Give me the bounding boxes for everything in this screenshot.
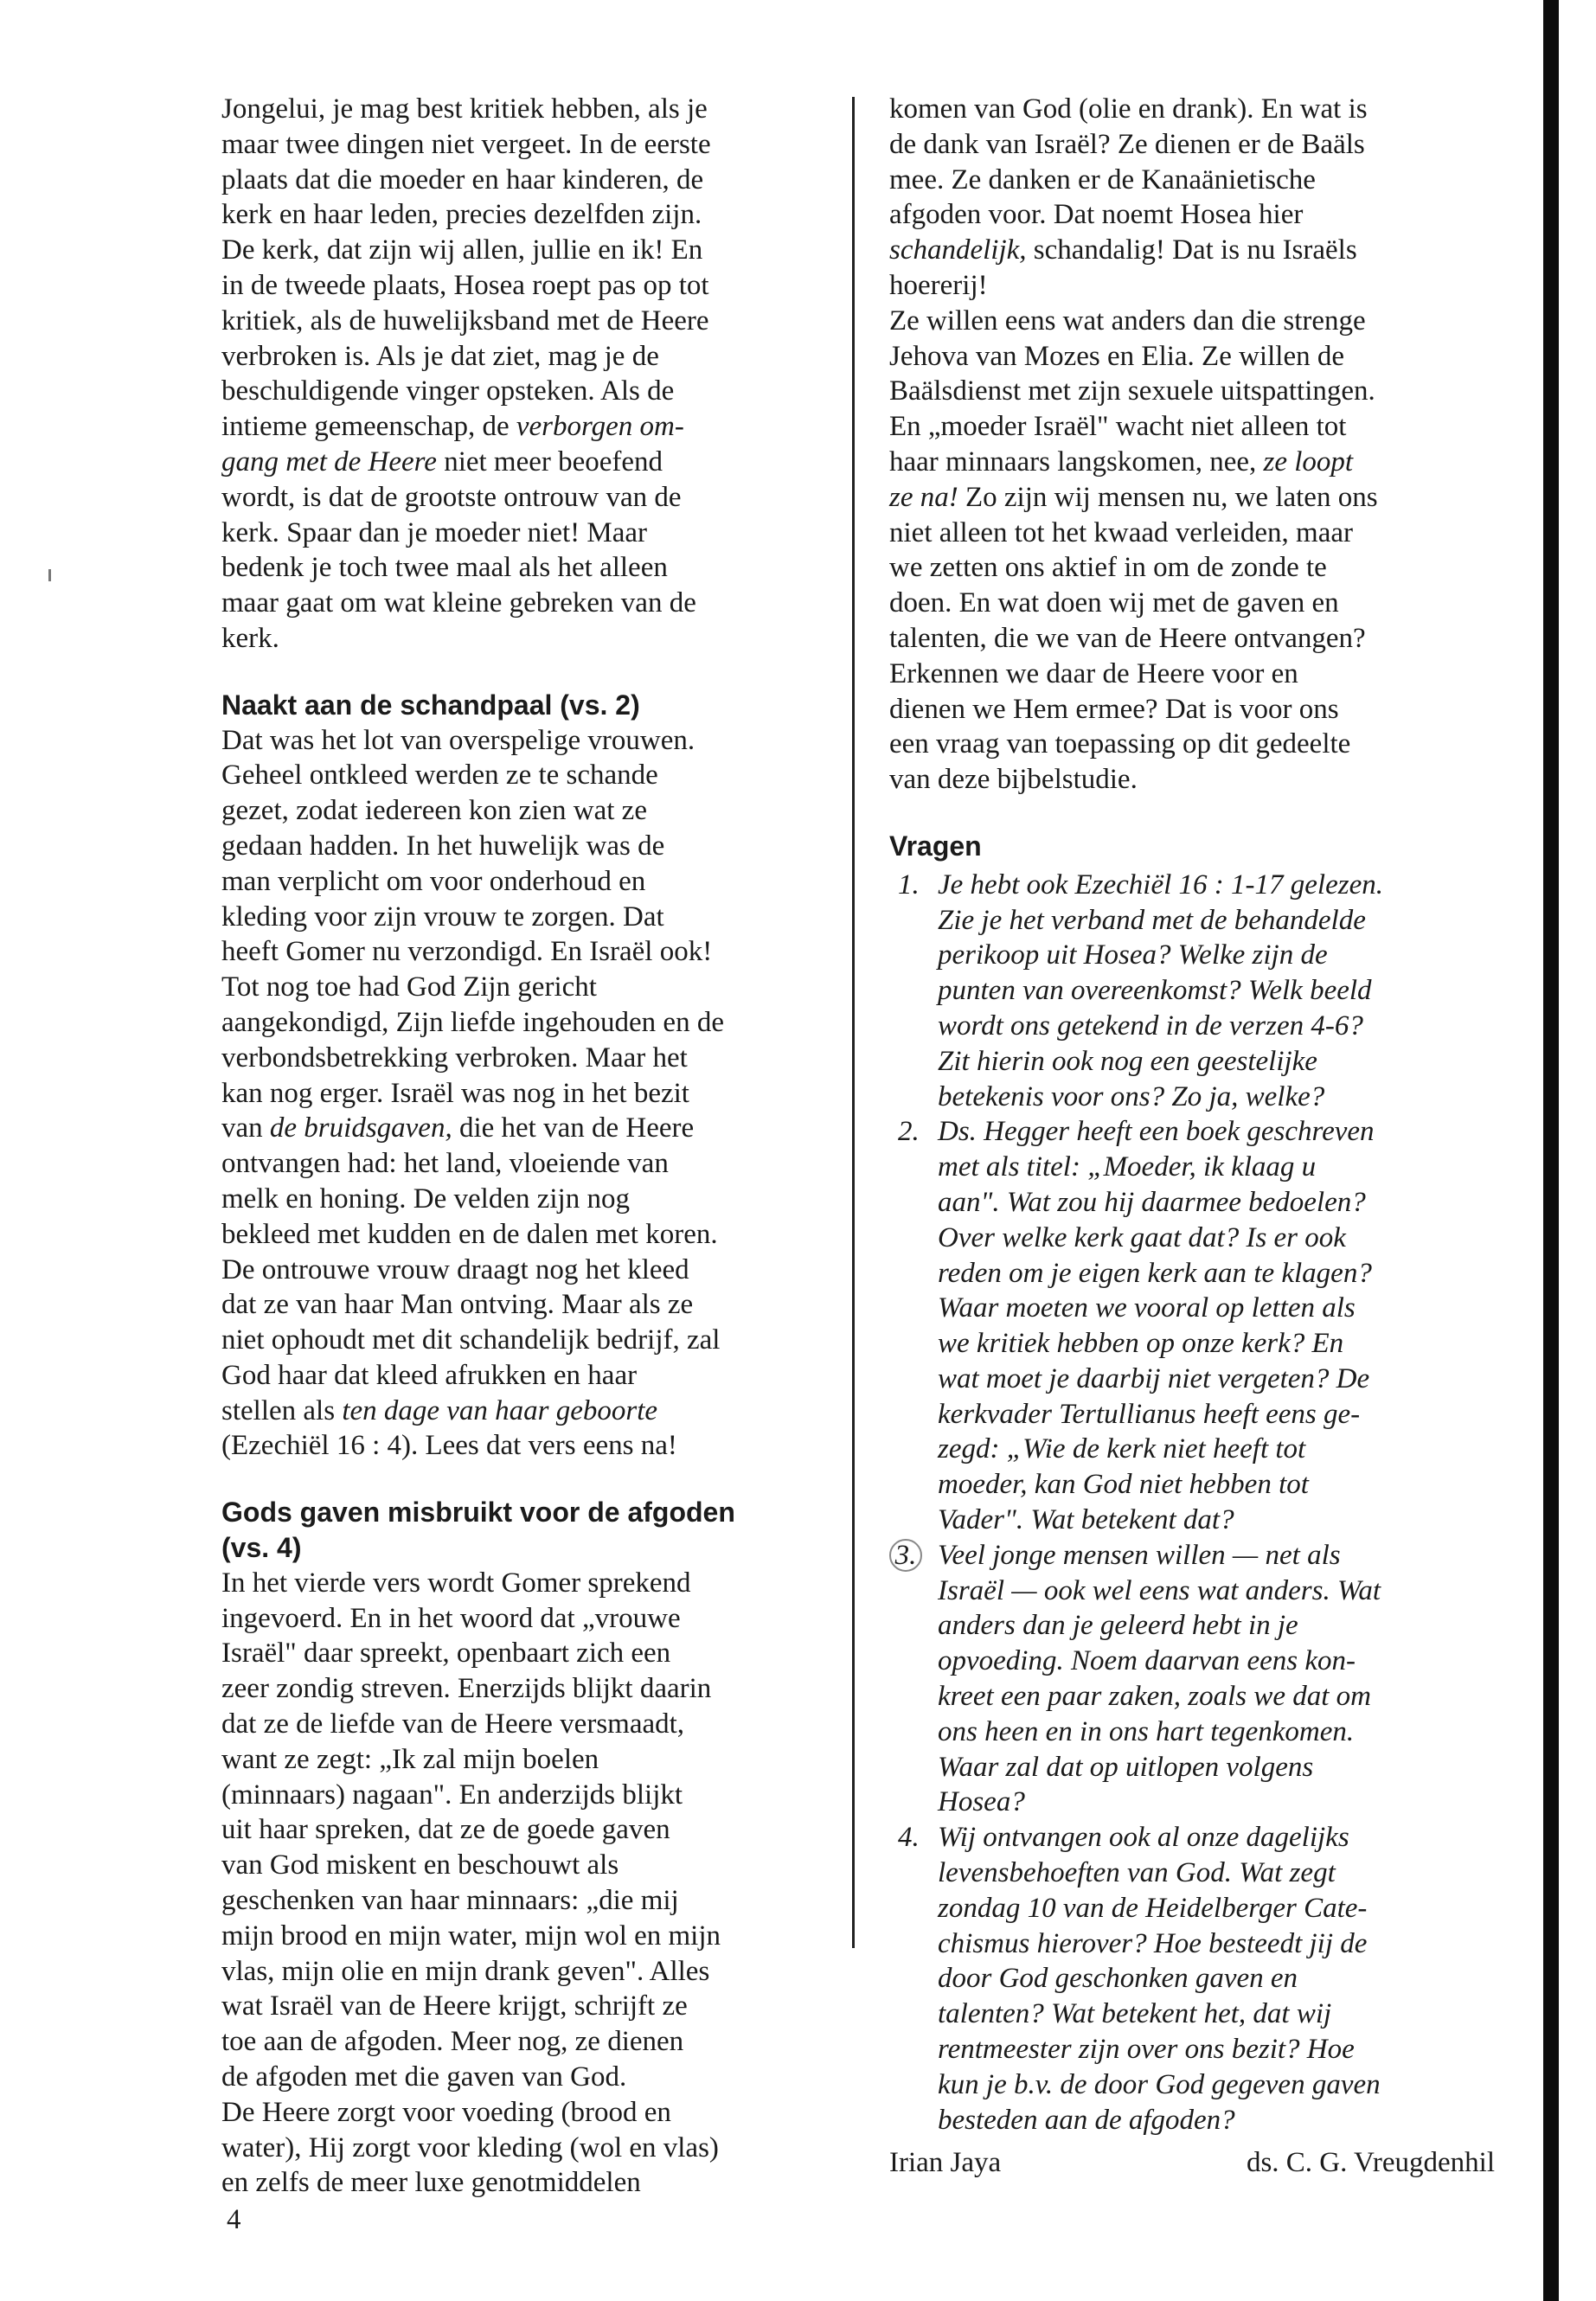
text-line: kerk. Spaar dan je moeder niet! Maar [221, 516, 648, 548]
text-line: Ds. Hegger heeft een boek geschreven [938, 1116, 1375, 1148]
text-line: moeder, kan God niet hebben tot [938, 1469, 1309, 1501]
text-line: aangekondigd, Zijn liefde ingehouden en de [221, 1006, 724, 1038]
text-line: wordt, is dat de grootste ontrouw van de [221, 481, 682, 513]
text-line: Erkennen we daar de Heere voor en [889, 657, 1298, 689]
text-line: ingevoerd. En in het woord dat „vrouwe [221, 1602, 681, 1634]
text-line: reden om je eigen kerk aan te klagen? [938, 1257, 1372, 1289]
text-line: kerk. [221, 622, 279, 654]
section-heading-vragen: Vragen [889, 830, 982, 862]
signature-place: Irian Jaya [889, 2147, 1002, 2178]
text-line: van deze bijbelstudie. [889, 764, 1138, 796]
spacer [221, 1464, 844, 1495]
text-line: uit haar spreken, dat ze de goede gaven [221, 1814, 670, 1846]
text-line: verbondsbetrekking verbroken. Maar het [221, 1042, 688, 1074]
text-line: hoererij! [889, 269, 988, 301]
signature-author: ds. C. G. Vreugdenhil [1246, 2147, 1495, 2178]
spacer [889, 798, 1495, 829]
question-2 [889, 1114, 1495, 1538]
text-line: Vader". Wat betekent dat? [938, 1504, 1234, 1536]
text-line [221, 1394, 844, 1429]
text-line: dat ze de liefde van de Heere versmaadt, [221, 1708, 685, 1740]
text-line: Veel jonge mensen willen — net als [938, 1539, 1341, 1571]
text-line: we kritiek hebben op onze kerk? En [938, 1328, 1344, 1360]
text-line: de afgoden met die gaven van God. [221, 2061, 627, 2093]
text-run: intieme gemeenschap, de [221, 411, 516, 443]
text-line: Israël — ook wel eens wat anders. Wat [938, 1574, 1381, 1606]
text-line: In het vierde vers wordt Gomer sprekend [221, 1567, 691, 1599]
text-line: want ze zegt: „Ik zal mijn boelen [221, 1743, 599, 1775]
text-line: Tot nog toe had God Zijn gericht [221, 971, 597, 1003]
text-line: dienen we Hem ermee? Dat is voor ons [889, 693, 1339, 725]
text-line: water), Hij zorgt voor kleding (wol en vlas) [221, 2131, 719, 2163]
text-line: Je hebt ook Ezechiël 16 : 1-17 gelezen. [938, 868, 1383, 901]
paragraph-continuation [889, 92, 1495, 798]
text-line: heeft Gomer nu verzondigd. En Israël ook! [221, 936, 713, 968]
text-line: niet alleen tot het kwaad verleiden, maar [889, 516, 1354, 548]
question-3 [889, 1538, 1495, 1820]
text-line: niet ophoudt met dit schandelijk bedrijf, zal [221, 1324, 721, 1356]
text-line: Dat was het lot van overspelige vrouwen. [221, 724, 695, 756]
text-run: schandalig! Dat is nu Israëls [1026, 234, 1357, 266]
text-line [889, 233, 1495, 268]
text-line: Waar moeten we vooral op letten als [938, 1292, 1356, 1324]
section-heading-gaven-verse: (vs. 4) [221, 1532, 302, 1564]
text-line: Ze willen eens wat anders dan die strenge [889, 304, 1366, 336]
text-run: van [221, 1112, 270, 1144]
right-column [889, 92, 1495, 2138]
text-line: gedaan hadden. In het huwelijk was de [221, 830, 665, 862]
text-line: kleding voor zijn vrouw te zorgen. Dat [221, 901, 664, 933]
text-line: de dank van Israël? Ze dienen er de Baäls [889, 128, 1365, 160]
text-line: De ontrouwe vrouw draagt nog het kleed [221, 1253, 689, 1285]
text-line: plaats dat die moeder en haar kinderen, de [221, 163, 704, 195]
text-line: kan nog erger. Israël was nog in het bezit [221, 1077, 689, 1109]
text-line: talenten? Wat betekent het, dat wij [938, 1998, 1332, 2030]
text-line: kreet een paar zaken, zoals we dat om [938, 1681, 1372, 1713]
italic-run: ze loopt [1263, 445, 1354, 478]
text-line: kerkvader Tertullianus heeft eens ge- [938, 1398, 1361, 1430]
text-line: kerk en haar leden, precies dezelfden zijn. [221, 199, 702, 231]
text-line: En „moeder Israël" wacht niet alleen tot [889, 411, 1347, 443]
text-line: ons heen en in ons hart tegenkomen. [938, 1715, 1355, 1747]
text-line: door God geschonken gaven en [938, 1963, 1298, 1995]
question-number: 4. [898, 1822, 920, 1854]
text-line: en zelfs de meer luxe genotmiddelen [221, 2167, 641, 2199]
text-line: Zie je het verband met de behandelde [938, 904, 1366, 936]
text-line: maar gaat om wat kleine gebreken van de [221, 587, 696, 619]
text-line: Zit hierin ook nog een geestelijke [938, 1045, 1317, 1077]
text-line: kritiek, als de huwelijksband met de Heere [221, 304, 709, 336]
text-line: zegd: „Wie de kerk niet heeft tot [938, 1433, 1306, 1465]
text-line [221, 445, 844, 480]
paragraph-gaven [221, 1566, 844, 2201]
text-run: die het van de Heere [452, 1112, 695, 1144]
text-line: wat Israël van de Heere krijgt, schrijft ze [221, 1990, 688, 2022]
text-line: talenten, die we van de Heere ontvangen? [889, 622, 1366, 654]
question-1 [889, 868, 1495, 1115]
spacer [221, 657, 844, 688]
text-line [889, 480, 1495, 516]
text-line: chismus hierover? Hoe besteedt jij de [938, 1927, 1368, 1959]
question-list [889, 868, 1495, 2138]
question-number: 1. [898, 868, 920, 901]
text-line: Waar zal dat op uitlopen volgens [938, 1751, 1314, 1783]
text-run: haar minnaars langskomen, nee, [889, 445, 1264, 478]
text-line: (Ezechiël 16 : 4). Lees dat vers eens na! [221, 1430, 677, 1462]
left-column [221, 92, 844, 2201]
text-line: komen van God (olie en drank). En wat is [889, 93, 1368, 125]
text-line [221, 409, 844, 445]
text-line: besteden aan de afgoden? [938, 2104, 1235, 2136]
text-line: anders dan je geleerd hebt in je [938, 1610, 1298, 1642]
text-line: verbroken is. Als je dat ziet, mag je de [221, 340, 659, 372]
text-run: stellen als [221, 1394, 343, 1426]
text-line [889, 445, 1495, 480]
text-line: maar twee dingen niet vergeet. In de eerste [221, 128, 711, 160]
text-line: zondag 10 van de Heidelberger Cate- [938, 1892, 1368, 1924]
text-run: niet meer beoefend [436, 445, 663, 478]
text-line: Jehova van Mozes en Elia. Ze willen de [889, 340, 1344, 372]
italic-run: de bruidsgaven, [269, 1112, 452, 1144]
section-heading-gaven: Gods gaven misbruikt voor de afgoden [221, 1497, 735, 1529]
text-line: mijn brood en mijn water, mijn wol en mijn [221, 1920, 721, 1952]
scan-mark [48, 569, 51, 581]
text-line: mee. Ze danken er de Kanaänietische [889, 163, 1316, 195]
italic-run: verborgen om- [516, 411, 684, 443]
page-edge-bar [1543, 0, 1559, 2301]
text-line: man verplicht om voor onderhoud en [221, 865, 646, 897]
circled-number: 3. [889, 1539, 922, 1572]
text-line: wat moet je daarbij niet vergeten? De [938, 1362, 1370, 1394]
text-line: we zetten ons aktief in om de zonde te [889, 552, 1327, 584]
text-run: Zo zijn wij mensen nu, we laten ons [958, 481, 1378, 513]
text-line: punten van overeenkomst? Welk beeld [938, 975, 1372, 1007]
paragraph-schandpaal [221, 723, 844, 1465]
text-line: bekleed met kudden en de dalen met koren. [221, 1218, 718, 1250]
text-line: Geheel ontkleed werden ze te schande [221, 760, 658, 792]
text-line: De kerk, dat zijn wij allen, jullie en ik! En [221, 234, 703, 266]
text-line: perikoop uit Hosea? Welke zijn de [938, 939, 1328, 971]
text-line: Israël" daar spreekt, openbaart zich een [221, 1638, 671, 1670]
text-line: opvoeding. Noem daarvan eens kon- [938, 1645, 1356, 1677]
question-number: 2. [898, 1116, 920, 1148]
text-line: Hosea? [938, 1786, 1025, 1818]
text-line: Jongelui, je mag best kritiek hebben, als je [221, 93, 708, 125]
text-line: afgoden voor. Dat noemt Hosea hier [889, 199, 1304, 231]
text-line: bedenk je toch twee maal als het alleen [221, 552, 668, 584]
text-line: doen. En wat doen wij met de gaven en [889, 587, 1339, 619]
text-line: (minnaars) nagaan". En anderzijds blijkt [221, 1779, 683, 1811]
italic-run: gang met de Heere [221, 445, 437, 478]
text-line: gezet, zodat iedereen kon zien wat ze [221, 795, 647, 827]
text-line: aan". Wat zou hij daarmee bedoelen? [938, 1186, 1366, 1218]
question-number [894, 1538, 922, 1574]
text-line: een vraag van toepassing op dit gedeelte [889, 728, 1351, 760]
text-line [221, 1111, 844, 1146]
text-line: betekenis voor ons? Zo ja, welke? [938, 1080, 1325, 1112]
section-heading-schandpaal: Naakt aan de schandpaal (vs. 2) [221, 689, 640, 721]
text-line: De Heere zorgt voor voeding (brood en [221, 2096, 671, 2128]
text-line: levensbehoeften van God. Wat zegt [938, 1857, 1336, 1889]
text-line: God haar dat kleed afrukken en haar [221, 1359, 638, 1391]
text-line: rentmeester zijn over ons bezit? Hoe [938, 2034, 1355, 2066]
text-line: wordt ons getekend in de verzen 4-6? [938, 1009, 1363, 1042]
text-line: van God miskent en beschouwt als [221, 1849, 619, 1881]
text-line: met als titel: „Moeder, ik klaag u [938, 1151, 1317, 1183]
text-line: toe aan de afgoden. Meer nog, ze dienen [221, 2026, 684, 2058]
question-4 [889, 1820, 1495, 2138]
text-line: Over welke kerk gaat dat? Is er ook [938, 1221, 1346, 1253]
signature-line [889, 2147, 1495, 2179]
text-line: zeer zondig streven. Enerzijds blijkt daarin [221, 1673, 712, 1705]
italic-run: ten dage van haar geboorte [342, 1394, 658, 1426]
text-line: Baälsdienst met zijn sexuele uitspattingen. [889, 375, 1375, 407]
text-line: in de tweede plaats, Hosea roept pas op tot [221, 269, 709, 301]
text-line: beschuldigende vinger opsteken. Als de [221, 375, 675, 407]
text-line: ontvangen had: het land, vloeiende van [221, 1148, 669, 1180]
text-line: dat ze van haar Man ontving. Maar als ze [221, 1289, 694, 1321]
page-number: 4 [227, 2204, 241, 2235]
paragraph-intro [221, 92, 844, 657]
column-divider [852, 97, 855, 1948]
text-line: melk en honing. De velden zijn nog [221, 1183, 630, 1215]
italic-run: ze na! [889, 481, 958, 513]
text-line: Wij ontvangen ook al onze dagelijks [938, 1822, 1349, 1854]
italic-run: schandelijk, [889, 234, 1027, 266]
text-line: kun je b.v. de door God gegeven gaven [938, 2068, 1381, 2100]
text-line: vlas, mijn olie en mijn drank geven". Alles [221, 1955, 710, 1987]
text-line: geschenken van haar minnaars: „die mij [221, 1885, 679, 1917]
